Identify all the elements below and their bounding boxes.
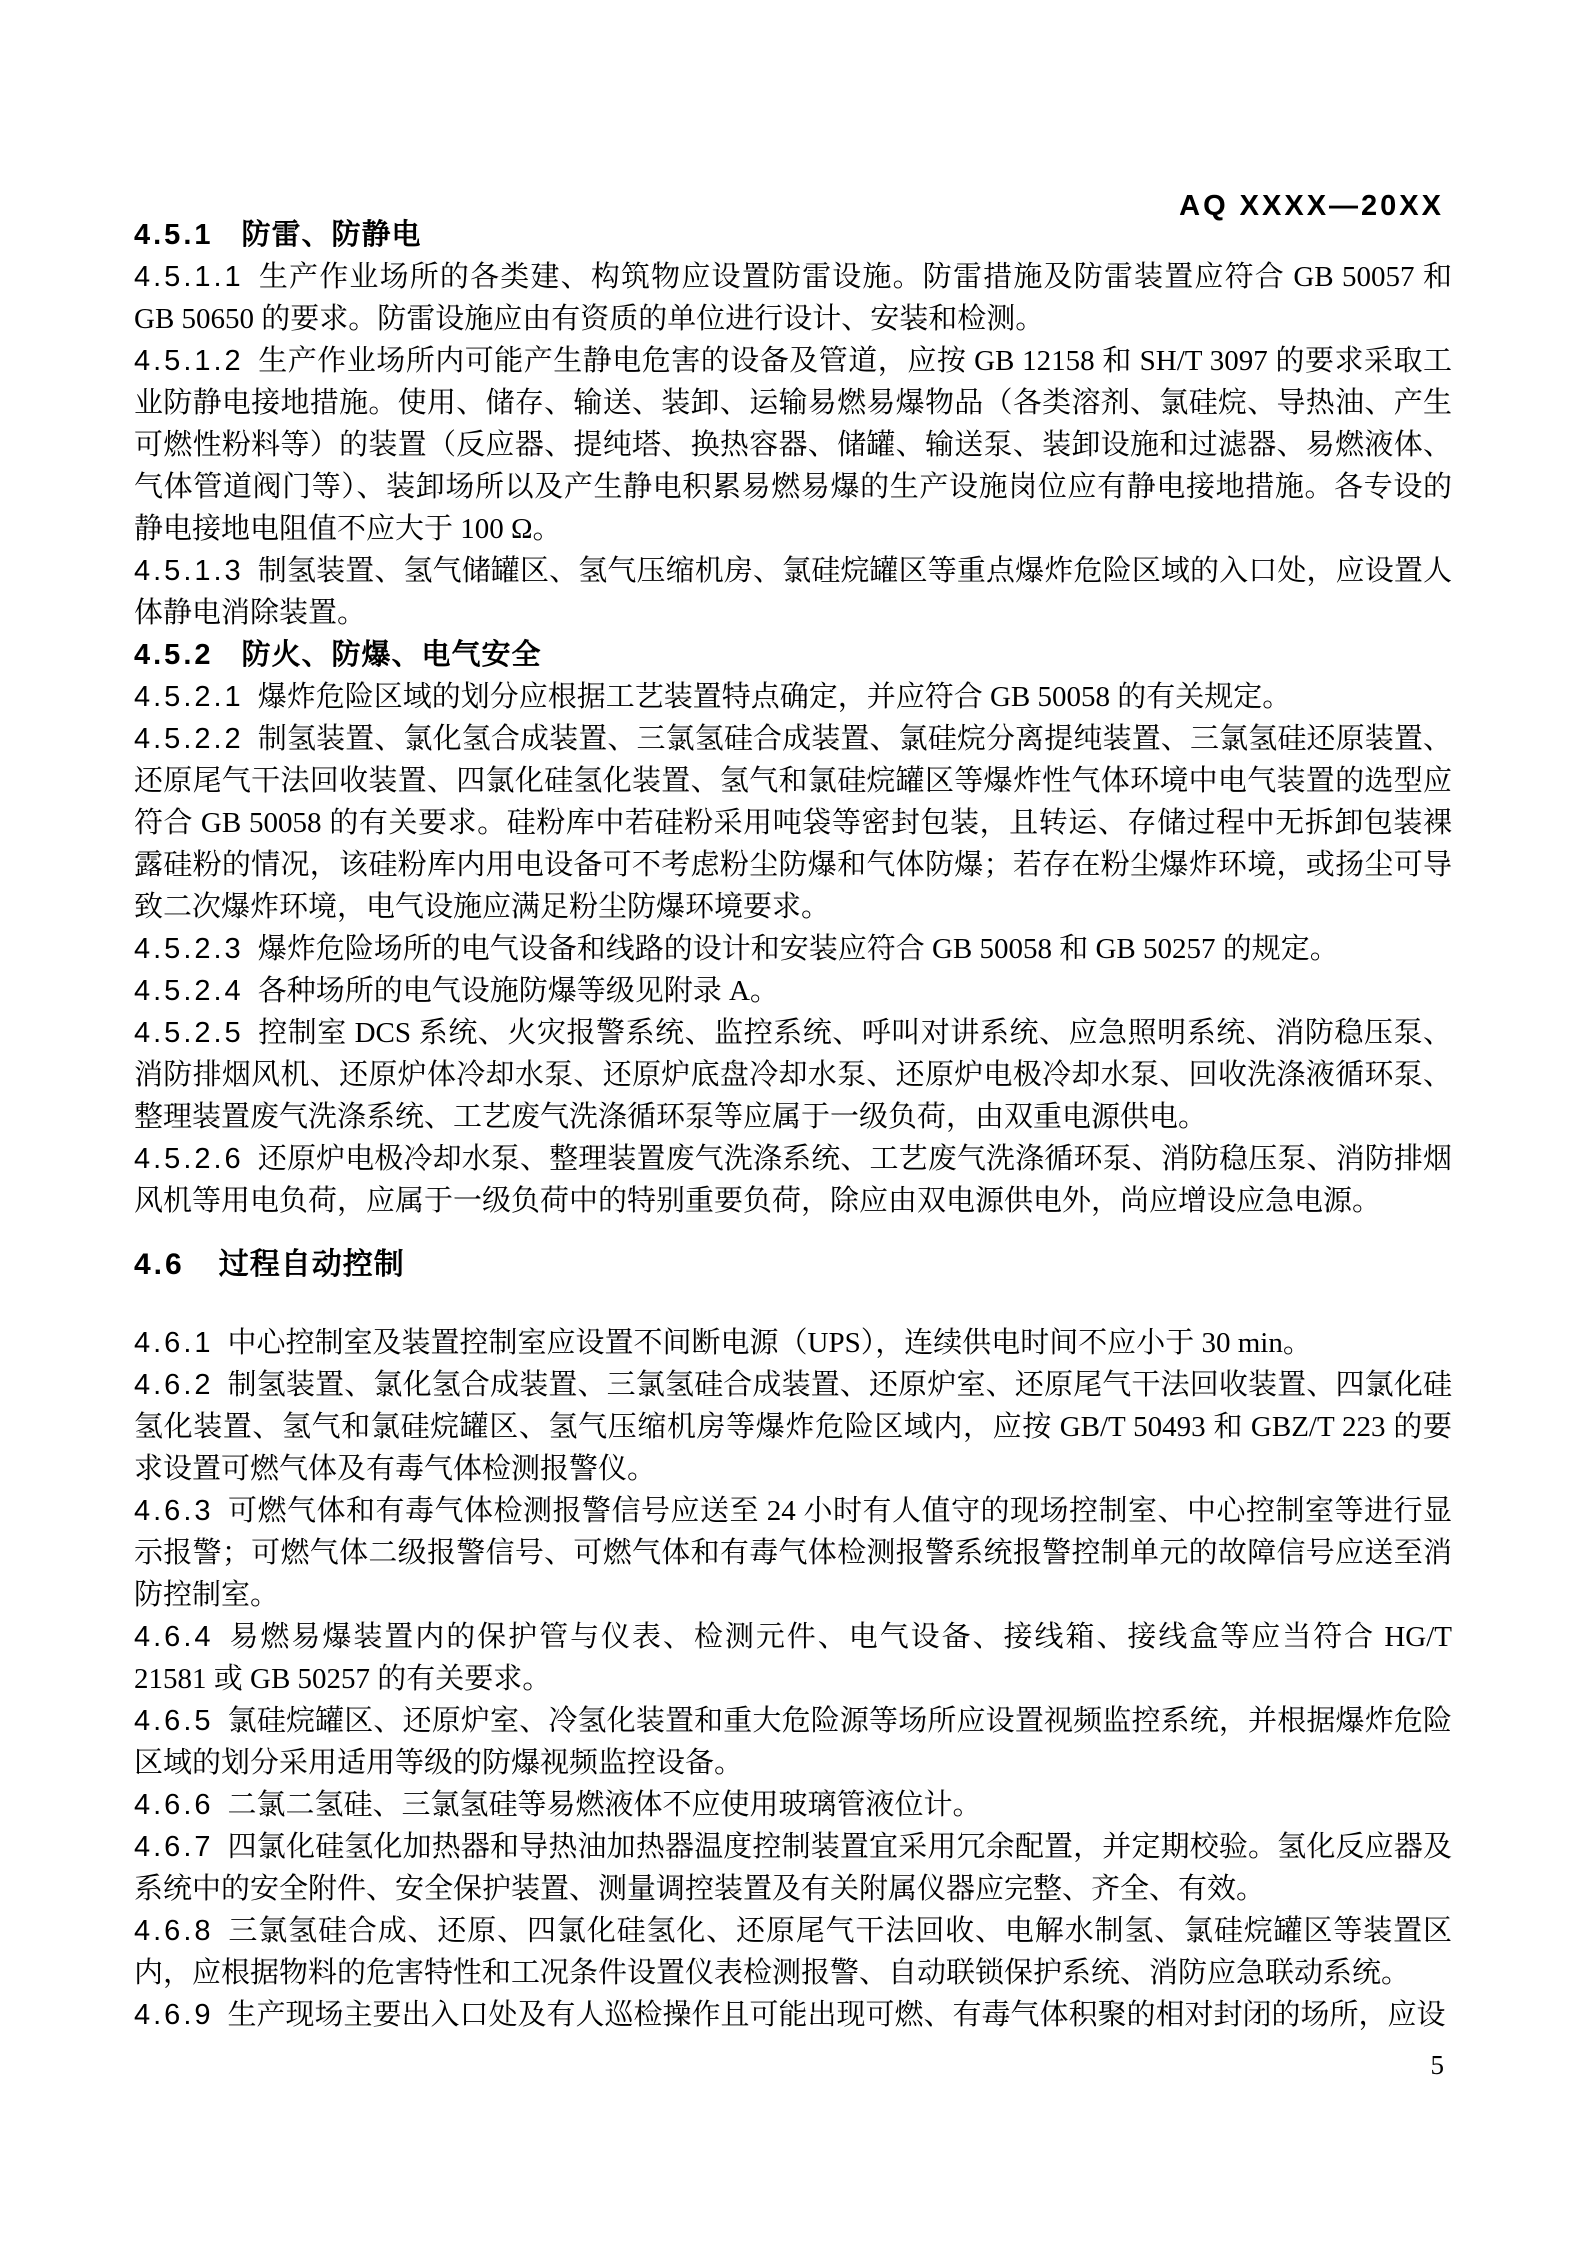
clause-4-5-1-3 [134, 550, 1452, 634]
clause-text: 中心控制室及装置控制室应设置不间断电源（UPS），连续供电时间不应小于 30 min。 [227, 1327, 1312, 1359]
document-body [134, 214, 1452, 2036]
clause-4-6-5 [134, 1700, 1452, 1784]
subheading-4-5-2 [134, 634, 1452, 676]
clause-text: 爆炸危险场所的电气设备和线路的设计和安装应符合 GB 50058 和 GB 50257 的规定。 [257, 933, 1339, 965]
clause-text: 制氢装置、氢气储罐区、氢气压缩机房、氯硅烷罐区等重点爆炸危险区域的入口处，应设置人体静电消除装置。 [134, 555, 1452, 629]
clause-text: 生产作业场所内可能产生静电危害的设备及管道，应按 GB 12158 和 SH/T 3097 的要求采取工业防静电接地措施。使用、储存、输送、装卸、运输易燃易爆物品（各类溶剂、氯硅烷、导热油、产生可燃性粉料等）的装置（反应器、提纯塔、换热容器、储罐、输送泵、装卸设施和过滤器、易燃液体、气体管道阀门等）、装卸场所以及产生静电积累易燃易爆的生产设施岗位应有静电接地措施。各专设的静电接地电阻值不应大于 100 Ω。 [134, 345, 1452, 545]
clause-number: 4.6.7 [134, 1831, 214, 1863]
clause-text: 易燃易爆装置内的保护管与仪表、检测元件、电气设备、接线箱、接线盒等应当符合 HG/T 21581 或 GB 50257 的有关要求。 [134, 1621, 1452, 1695]
running-header: AQ XXXX—20XX [1179, 190, 1444, 222]
clause-4-5-1-1 [134, 256, 1452, 340]
heading-number: 4.5.1 [134, 219, 214, 251]
clause-4-5-2-1 [134, 676, 1452, 718]
heading-title: 防雷、防静电 [241, 219, 422, 251]
clause-4-6-4 [134, 1616, 1452, 1700]
clause-4-5-2-4 [134, 970, 1452, 1012]
clause-4-5-1-2 [134, 340, 1452, 550]
clause-text: 三氯氢硅合成、还原、四氯化硅氢化、还原尾气干法回收、电解水制氢、氯硅烷罐区等装置区内，应根据物料的危害特性和工况条件设置仪表检测报警、自动联锁保护系统、消防应急联动系统。 [134, 1915, 1452, 1989]
clause-text: 制氢装置、氯化氢合成装置、三氯氢硅合成装置、氯硅烷分离提纯装置、三氯氢硅还原装置、还原尾气干法回收装置、四氯化硅氢化装置、氢气和氯硅烷罐区等爆炸性气体环境中电气装置的选型应符合 GB 50058 的有关要求。硅粉库中若硅粉采用吨袋等密封包装，且转运、存储过程中无拆卸包装裸露硅粉的情况，该硅粉库内用电设备可不考虑粉尘防爆和气体防爆；若存在粉尘爆炸环境，或扬尘可导致二次爆炸环境，电气设施应满足粉尘防爆环境要求。 [134, 723, 1452, 923]
clause-4-5-2-6 [134, 1138, 1452, 1222]
clause-4-5-2-3 [134, 928, 1452, 970]
heading-title: 防火、防爆、电气安全 [241, 639, 542, 671]
page-number: 5 [1430, 2050, 1444, 2080]
clause-4-6-1 [134, 1322, 1452, 1364]
clause-number: 4.6.6 [134, 1789, 214, 1821]
clause-number: 4.5.2.6 [134, 1143, 244, 1175]
clause-text: 生产作业场所的各类建、构筑物应设置防雷设施。防雷措施及防雷装置应符合 GB 50057 和 GB 50650 的要求。防雷设施应由有资质的单位进行设计、安装和检测。 [134, 261, 1452, 335]
clause-number: 4.5.2.1 [134, 681, 244, 713]
clause-number: 4.5.1.3 [134, 555, 244, 587]
clause-4-6-9 [134, 1994, 1452, 2036]
clause-4-5-2-5 [134, 1012, 1452, 1138]
clause-text: 氯硅烷罐区、还原炉室、冷氢化装置和重大危险源等场所应设置视频监控系统，并根据爆炸危险区域的划分采用适用等级的防爆视频监控设备。 [134, 1705, 1452, 1779]
clause-text: 二氯二氢硅、三氯氢硅等易燃液体不应使用玻璃管液位计。 [227, 1789, 982, 1821]
clause-4-6-6 [134, 1784, 1452, 1826]
clause-text: 各种场所的电气设施防爆等级见附录 A。 [257, 975, 779, 1007]
clause-number: 4.6.1 [134, 1327, 214, 1359]
heading-number: 4.5.2 [134, 639, 214, 671]
clause-number: 4.6.5 [134, 1705, 214, 1737]
clause-text: 制氢装置、氯化氢合成装置、三氯氢硅合成装置、还原炉室、还原尾气干法回收装置、四氯化硅氢化装置、氢气和氯硅烷罐区、氢气压缩机房等爆炸危险区域内，应按 GB/T 50493 和 GBZ/T 223 的要求设置可燃气体及有毒气体检测报警仪。 [134, 1369, 1452, 1485]
clause-text: 控制室 DCS 系统、火灾报警系统、监控系统、呼叫对讲系统、应急照明系统、消防稳压泵、消防排烟风机、还原炉体冷却水泵、还原炉底盘冷却水泵、还原炉电极冷却水泵、回收洗涤液循环泵、整理装置废气洗涤系统、工艺废气洗涤循环泵等应属于一级负荷，由双重电源供电。 [134, 1017, 1452, 1133]
heading-title: 过程自动控制 [218, 1248, 405, 1281]
clause-number: 4.6.4 [134, 1621, 214, 1653]
clause-number: 4.5.2.5 [134, 1017, 244, 1049]
clause-number: 4.5.2.4 [134, 975, 244, 1007]
heading-number: 4.6 [134, 1248, 185, 1281]
clause-text: 四氯化硅氢化加热器和导热油加热器温度控制装置宜采用冗余配置，并定期校验。氢化反应器及系统中的安全附件、安全保护装置、测量调控装置及有关附属仪器应完整、齐全、有效。 [134, 1831, 1452, 1905]
clause-4-6-2 [134, 1364, 1452, 1490]
section-heading-4-6 [134, 1244, 1452, 1286]
clause-number: 4.5.2.2 [134, 723, 244, 755]
clause-text: 可燃气体和有毒气体检测报警信号应送至 24 小时有人值守的现场控制室、中心控制室等进行显示报警；可燃气体二级报警信号、可燃气体和有毒气体检测报警系统报警控制单元的故障信号应送至消防控制室。 [134, 1495, 1452, 1611]
clause-number: 4.5.2.3 [134, 933, 244, 965]
clause-number: 4.5.1.1 [134, 261, 244, 293]
clause-number: 4.6.9 [134, 1999, 214, 2031]
clause-number: 4.5.1.2 [134, 345, 244, 377]
clause-number: 4.6.8 [134, 1915, 214, 1947]
subheading-4-5-1 [134, 214, 1452, 256]
clause-text: 还原炉电极冷却水泵、整理装置废气洗涤系统、工艺废气洗涤循环泵、消防稳压泵、消防排烟风机等用电负荷，应属于一级负荷中的特别重要负荷，除应由双电源供电外，尚应增设应急电源。 [134, 1143, 1452, 1217]
clause-4-6-7 [134, 1826, 1452, 1910]
clause-4-6-8 [134, 1910, 1452, 1994]
clause-number: 4.6.3 [134, 1495, 214, 1527]
clause-number: 4.6.2 [134, 1369, 214, 1401]
clause-text: 生产现场主要出入口处及有人巡检操作且可能出现可燃、有毒气体积聚的相对封闭的场所，应设 [227, 1999, 1446, 2031]
clause-4-5-2-2 [134, 718, 1452, 928]
clause-text: 爆炸危险区域的划分应根据工艺装置特点确定，并应符合 GB 50058 的有关规定。 [257, 681, 1292, 713]
clause-4-6-3 [134, 1490, 1452, 1616]
